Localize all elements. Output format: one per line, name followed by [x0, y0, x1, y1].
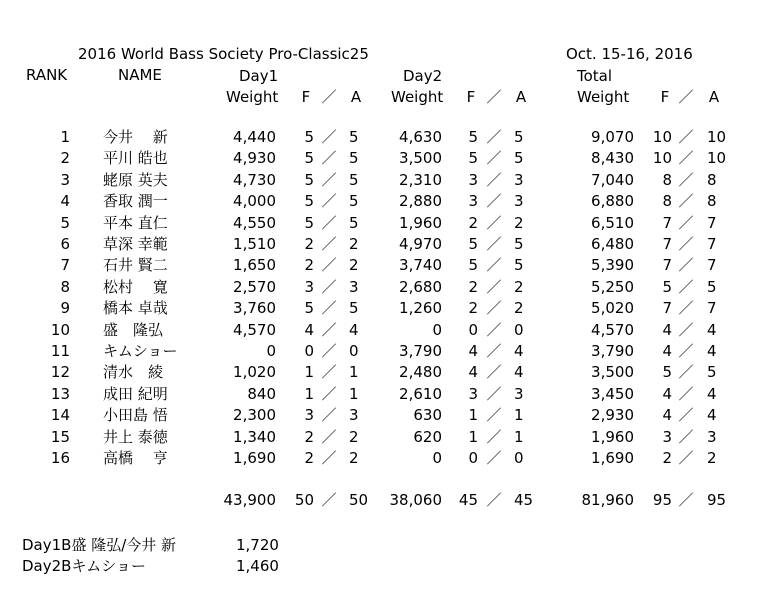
day1-slash: ／ — [321, 321, 337, 339]
day2-f-cell: 1 — [468, 428, 478, 446]
total-weight-cell: 4,570 — [591, 321, 634, 339]
day1-slash: ／ — [321, 449, 337, 467]
total-slash: ／ — [678, 299, 694, 317]
total-slash: ／ — [678, 128, 694, 146]
rank-cell: 3 — [60, 171, 70, 189]
total-f-cell: 7 — [662, 256, 672, 274]
day2-a-cell: 5 — [514, 235, 524, 253]
day2-a-cell: 1 — [514, 428, 524, 446]
total-day2-weight: 38,060 — [389, 491, 442, 509]
header-day2-slash: ／ — [486, 88, 502, 106]
rank-cell: 5 — [60, 214, 70, 232]
day1-weight-cell: 4,000 — [233, 192, 276, 210]
total-day2-slash: ／ — [486, 491, 502, 509]
name-cell: 平川 皓也 — [103, 149, 168, 167]
total-a-cell: 5 — [707, 278, 717, 296]
total-f-cell: 4 — [662, 321, 672, 339]
header-day1: Day1 — [239, 67, 279, 85]
rank-cell: 12 — [50, 363, 70, 381]
total-slash: ／ — [678, 278, 694, 296]
day2-slash: ／ — [486, 428, 502, 446]
total-weight-cell: 6,510 — [591, 214, 634, 232]
total-day1-weight: 43,900 — [223, 491, 276, 509]
day1-slash: ／ — [321, 149, 337, 167]
name-cell: 香取 潤一 — [103, 192, 168, 210]
day1-a-cell: 1 — [349, 385, 359, 403]
day2-f-cell: 2 — [468, 278, 478, 296]
table-row — [0, 127, 762, 148]
total-a-cell: 3 — [707, 428, 717, 446]
day1-a-cell: 3 — [349, 278, 359, 296]
total-a-cell: 4 — [707, 406, 717, 424]
day2-weight-cell: 3,740 — [399, 256, 442, 274]
total-weight-cell: 1,690 — [591, 449, 634, 467]
day1-weight-cell: 3,760 — [233, 299, 276, 317]
day1-weight-cell: 4,570 — [233, 321, 276, 339]
header-total-weight: Weight — [577, 88, 630, 106]
day1-a-cell: 2 — [349, 235, 359, 253]
day2-slash: ／ — [486, 406, 502, 424]
total-f-cell: 4 — [662, 406, 672, 424]
total-slash: ／ — [678, 342, 694, 360]
rank-cell: 7 — [60, 256, 70, 274]
day2-a-cell: 5 — [514, 128, 524, 146]
day1-slash: ／ — [321, 428, 337, 446]
day1-a-cell: 5 — [349, 192, 359, 210]
day1-f-cell: 1 — [304, 385, 314, 403]
total-f-cell: 5 — [662, 363, 672, 381]
name-cell: 盛 隆弘 — [103, 321, 164, 339]
total-weight-cell: 5,250 — [591, 278, 634, 296]
name-cell: 松村 寛 — [103, 278, 168, 296]
header-name: NAME — [118, 66, 162, 84]
day1-f-cell: 5 — [304, 171, 314, 189]
day2-a-cell: 0 — [514, 449, 524, 467]
total-day2-a: 45 — [514, 491, 534, 509]
rank-cell: 15 — [50, 428, 70, 446]
day1-weight-cell: 2,300 — [233, 406, 276, 424]
total-a-cell: 2 — [707, 449, 717, 467]
header-day2-a: A — [515, 88, 527, 106]
total-slash: ／ — [678, 192, 694, 210]
rank-cell: 6 — [60, 235, 70, 253]
rank-cell: 4 — [60, 192, 70, 210]
header-day2: Day2 — [403, 67, 443, 85]
day2-a-cell: 3 — [514, 192, 524, 210]
table-row — [0, 170, 762, 191]
day2-slash: ／ — [486, 321, 502, 339]
day2-weight-cell: 2,610 — [399, 385, 442, 403]
day1-slash: ／ — [321, 256, 337, 274]
total-f-cell: 3 — [662, 428, 672, 446]
name-cell: 石井 賢二 — [103, 256, 168, 274]
day2-weight-cell: 2,680 — [399, 278, 442, 296]
total-slash: ／ — [678, 235, 694, 253]
total-a-cell: 8 — [707, 192, 717, 210]
table-row — [0, 298, 762, 319]
day2-slash: ／ — [486, 278, 502, 296]
day2-f-cell: 3 — [468, 192, 478, 210]
day1-f-cell: 2 — [304, 449, 314, 467]
total-a-cell: 10 — [707, 149, 727, 167]
day2-a-cell: 3 — [514, 385, 524, 403]
day2-a-cell: 2 — [514, 278, 524, 296]
total-slash: ／ — [678, 321, 694, 339]
day2-weight-cell: 3,790 — [399, 342, 442, 360]
header-total-f: F — [660, 88, 670, 106]
day1-f-cell: 1 — [304, 363, 314, 381]
table-row — [0, 320, 762, 341]
day1-weight-cell: 0 — [266, 342, 276, 360]
day2-a-cell: 0 — [514, 321, 524, 339]
total-f-cell: 8 — [662, 171, 672, 189]
day2-a-cell: 3 — [514, 171, 524, 189]
day1-a-cell: 3 — [349, 406, 359, 424]
header-day1-weight: Weight — [226, 88, 279, 106]
day1-a-cell: 5 — [349, 171, 359, 189]
total-a-cell: 7 — [707, 214, 717, 232]
total-f-cell: 7 — [662, 235, 672, 253]
day2-slash: ／ — [486, 149, 502, 167]
day2-f-cell: 0 — [468, 449, 478, 467]
total-a-cell: 5 — [707, 363, 717, 381]
header-day1-slash: ／ — [321, 88, 337, 106]
day1-f-cell: 3 — [304, 278, 314, 296]
total-slash: ／ — [678, 363, 694, 381]
name-cell: 井上 泰徳 — [103, 428, 168, 446]
rank-cell: 9 — [60, 299, 70, 317]
total-weight-cell: 3,450 — [591, 385, 634, 403]
day1-slash: ／ — [321, 342, 337, 360]
day2-slash: ／ — [486, 128, 502, 146]
day2-weight-cell: 1,960 — [399, 214, 442, 232]
total-day2-f: 45 — [458, 491, 478, 509]
day2-f-cell: 4 — [468, 342, 478, 360]
day2-a-cell: 4 — [514, 342, 524, 360]
day2-f-cell: 5 — [468, 235, 478, 253]
day2-slash: ／ — [486, 235, 502, 253]
day1-slash: ／ — [321, 192, 337, 210]
day1-f-cell: 3 — [304, 406, 314, 424]
total-f-cell: 5 — [662, 278, 672, 296]
day2-f-cell: 2 — [468, 214, 478, 232]
day1-slash: ／ — [321, 278, 337, 296]
table-row — [0, 148, 762, 169]
day1-weight-cell: 4,930 — [233, 149, 276, 167]
rank-cell: 13 — [50, 385, 70, 403]
day1-weight-cell: 1,510 — [233, 235, 276, 253]
table-row — [0, 213, 762, 234]
day2-slash: ／ — [486, 385, 502, 403]
day2-f-cell: 2 — [468, 299, 478, 317]
day1-a-cell: 5 — [349, 299, 359, 317]
day1-weight-cell: 2,570 — [233, 278, 276, 296]
day1-f-cell: 5 — [304, 128, 314, 146]
total-f-cell: 4 — [662, 385, 672, 403]
total-slash: ／ — [678, 214, 694, 232]
day2-f-cell: 3 — [468, 385, 478, 403]
rank-cell: 10 — [50, 321, 70, 339]
big-fish-day2-weight: 1,460 — [236, 557, 279, 575]
total-slash: ／ — [678, 449, 694, 467]
total-f: 95 — [652, 491, 672, 509]
day1-f-cell: 2 — [304, 428, 314, 446]
day2-weight-cell: 620 — [413, 428, 442, 446]
header-total-slash: ／ — [678, 88, 694, 106]
day2-a-cell: 5 — [514, 256, 524, 274]
total-a-cell: 8 — [707, 171, 717, 189]
total-a-cell: 7 — [707, 256, 717, 274]
day1-a-cell: 4 — [349, 321, 359, 339]
day2-slash: ／ — [486, 256, 502, 274]
day1-weight-cell: 4,730 — [233, 171, 276, 189]
day1-a-cell: 1 — [349, 363, 359, 381]
rank-cell: 11 — [50, 342, 70, 360]
name-cell: 清水 綾 — [103, 363, 164, 381]
name-cell: 成田 紀明 — [103, 385, 168, 403]
event-date: Oct. 15-16, 2016 — [566, 45, 693, 63]
total-f-cell: 7 — [662, 214, 672, 232]
big-fish-day2-label: Day2Bキムショー — [22, 557, 147, 575]
day1-weight-cell: 4,550 — [233, 214, 276, 232]
table-row — [0, 277, 762, 298]
header-total: Total — [577, 67, 613, 85]
total-f-cell: 2 — [662, 449, 672, 467]
total-f-cell: 7 — [662, 299, 672, 317]
total-weight: 81,960 — [581, 491, 634, 509]
day1-f-cell: 4 — [304, 321, 314, 339]
rank-cell: 14 — [50, 406, 70, 424]
day2-weight-cell: 4,630 — [399, 128, 442, 146]
day1-f-cell: 5 — [304, 299, 314, 317]
day2-a-cell: 4 — [514, 363, 524, 381]
day1-slash: ／ — [321, 385, 337, 403]
rank-cell: 2 — [60, 149, 70, 167]
total-slash: ／ — [678, 171, 694, 189]
day1-f-cell: 5 — [304, 149, 314, 167]
day2-slash: ／ — [486, 214, 502, 232]
day2-f-cell: 5 — [468, 256, 478, 274]
header-day1-a: A — [350, 88, 362, 106]
total-f-cell: 10 — [652, 149, 672, 167]
day2-f-cell: 1 — [468, 406, 478, 424]
day1-slash: ／ — [321, 299, 337, 317]
day1-f-cell: 5 — [304, 192, 314, 210]
day2-f-cell: 0 — [468, 321, 478, 339]
total-a-cell: 4 — [707, 385, 717, 403]
name-cell: 草深 幸範 — [103, 235, 168, 253]
day2-weight-cell: 630 — [413, 406, 442, 424]
total-weight-cell: 2,930 — [591, 406, 634, 424]
day2-slash: ／ — [486, 342, 502, 360]
total-a-cell: 7 — [707, 235, 717, 253]
day1-slash: ／ — [321, 406, 337, 424]
total-slash: ／ — [678, 256, 694, 274]
header-rank: RANK — [26, 66, 68, 84]
total-a-cell: 4 — [707, 321, 717, 339]
table-row — [0, 234, 762, 255]
header-day1-f: F — [301, 88, 311, 106]
total-weight-cell: 7,040 — [591, 171, 634, 189]
big-fish-day1-label: Day1B盛 隆弘/今井 新 — [22, 536, 177, 554]
day2-slash: ／ — [486, 192, 502, 210]
day1-a-cell: 5 — [349, 149, 359, 167]
day1-slash: ／ — [321, 363, 337, 381]
name-cell: キムショー — [103, 342, 178, 360]
table-row — [0, 341, 762, 362]
big-fish-day1-weight: 1,720 — [236, 536, 279, 554]
day2-slash: ／ — [486, 171, 502, 189]
day1-weight-cell: 4,440 — [233, 128, 276, 146]
total-slash: ／ — [678, 406, 694, 424]
day1-a-cell: 2 — [349, 428, 359, 446]
total-weight-cell: 6,880 — [591, 192, 634, 210]
day2-f-cell: 4 — [468, 363, 478, 381]
day2-weight-cell: 3,500 — [399, 149, 442, 167]
total-slash: ／ — [678, 491, 694, 509]
rank-cell: 8 — [60, 278, 70, 296]
total-f-cell: 8 — [662, 192, 672, 210]
total-weight-cell: 9,070 — [591, 128, 634, 146]
table-row — [0, 405, 762, 426]
day2-weight-cell: 2,480 — [399, 363, 442, 381]
name-cell: 橋本 卓哉 — [103, 299, 168, 317]
day1-slash: ／ — [321, 214, 337, 232]
header-total-a: A — [708, 88, 720, 106]
day2-slash: ／ — [486, 363, 502, 381]
day2-f-cell: 5 — [468, 149, 478, 167]
rank-cell: 16 — [50, 449, 70, 467]
day1-f-cell: 2 — [304, 256, 314, 274]
day1-a-cell: 5 — [349, 128, 359, 146]
total-a-cell: 4 — [707, 342, 717, 360]
day1-slash: ／ — [321, 128, 337, 146]
total-weight-cell: 1,960 — [591, 428, 634, 446]
total-day1-f: 50 — [294, 491, 314, 509]
day1-a-cell: 2 — [349, 449, 359, 467]
total-weight-cell: 8,430 — [591, 149, 634, 167]
table-row — [0, 362, 762, 383]
day1-a-cell: 2 — [349, 256, 359, 274]
total-weight-cell: 3,790 — [591, 342, 634, 360]
day1-weight-cell: 1,020 — [233, 363, 276, 381]
rank-cell: 1 — [60, 128, 70, 146]
total-f-cell: 4 — [662, 342, 672, 360]
day1-a-cell: 0 — [349, 342, 359, 360]
day2-a-cell: 2 — [514, 214, 524, 232]
page-title: 2016 World Bass Society Pro-Classic25 — [78, 45, 369, 63]
day2-a-cell: 2 — [514, 299, 524, 317]
day1-weight-cell: 1,340 — [233, 428, 276, 446]
total-slash: ／ — [678, 149, 694, 167]
total-slash: ／ — [678, 385, 694, 403]
header-day2-f: F — [466, 88, 476, 106]
total-a: 95 — [707, 491, 727, 509]
total-weight-cell: 3,500 — [591, 363, 634, 381]
header-day2-weight: Weight — [391, 88, 444, 106]
day2-slash: ／ — [486, 299, 502, 317]
total-f-cell: 10 — [652, 128, 672, 146]
day2-weight-cell: 0 — [432, 321, 442, 339]
day2-f-cell: 3 — [468, 171, 478, 189]
name-cell: 今井 新 — [103, 128, 168, 146]
total-a-cell: 10 — [707, 128, 727, 146]
table-row — [0, 255, 762, 276]
day1-weight-cell: 1,650 — [233, 256, 276, 274]
total-day1-a: 50 — [349, 491, 369, 509]
total-slash: ／ — [678, 428, 694, 446]
name-cell: 高橋 亨 — [103, 449, 168, 467]
day2-slash: ／ — [486, 449, 502, 467]
name-cell: 平本 直仁 — [103, 214, 168, 232]
day2-a-cell: 5 — [514, 149, 524, 167]
table-row — [0, 448, 762, 469]
day1-f-cell: 5 — [304, 214, 314, 232]
day2-f-cell: 5 — [468, 128, 478, 146]
day2-weight-cell: 4,970 — [399, 235, 442, 253]
day2-weight-cell: 0 — [432, 449, 442, 467]
table-row — [0, 427, 762, 448]
name-cell: 蛯原 英夫 — [103, 171, 168, 189]
day2-weight-cell: 1,260 — [399, 299, 442, 317]
table-row — [0, 384, 762, 405]
day1-slash: ／ — [321, 235, 337, 253]
total-weight-cell: 5,020 — [591, 299, 634, 317]
total-weight-cell: 5,390 — [591, 256, 634, 274]
day2-a-cell: 1 — [514, 406, 524, 424]
day1-weight-cell: 840 — [247, 385, 276, 403]
name-cell: 小田島 悟 — [103, 406, 168, 424]
day1-a-cell: 5 — [349, 214, 359, 232]
day2-weight-cell: 2,310 — [399, 171, 442, 189]
total-weight-cell: 6,480 — [591, 235, 634, 253]
day1-slash: ／ — [321, 171, 337, 189]
total-day1-slash: ／ — [321, 491, 337, 509]
table-row — [0, 191, 762, 212]
total-a-cell: 7 — [707, 299, 717, 317]
day2-weight-cell: 2,880 — [399, 192, 442, 210]
day1-f-cell: 0 — [304, 342, 314, 360]
day1-f-cell: 2 — [304, 235, 314, 253]
day1-weight-cell: 1,690 — [233, 449, 276, 467]
